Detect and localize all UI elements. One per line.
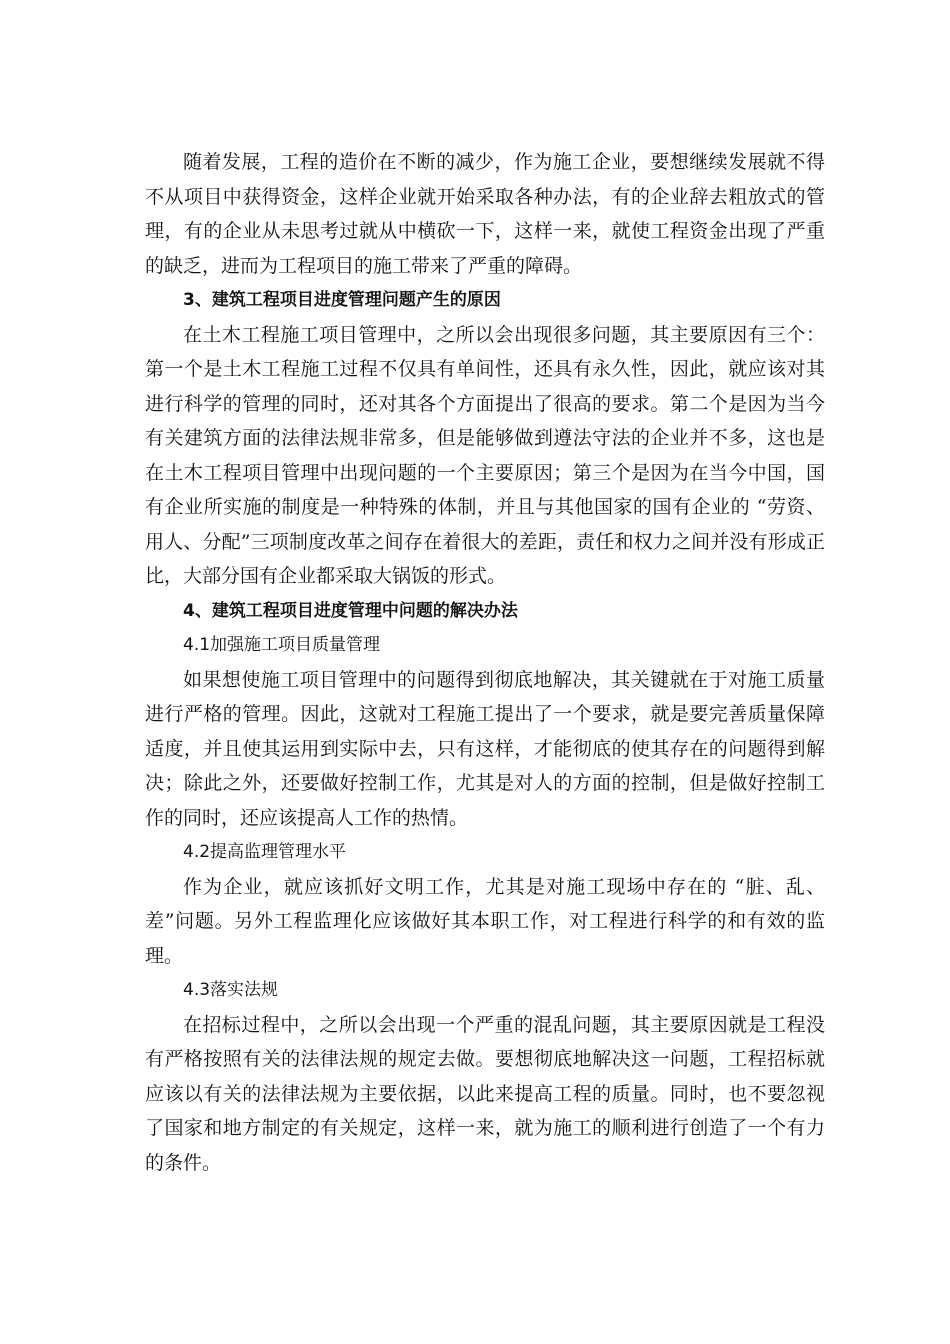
paragraph-quality-management: 如果想使施工项目管理中的问题得到彻底地解决，其关键就在于对施工质量进行严格的管理。因此，这就对工程施工提出了一个要求，就是要完善质量保障适度，并且使其运用到实际中去，只有这样，才能彻底的使其存在的问题得到解决；除此之外，还要做好控制工作，尤其是对人的方面的控制，但是做好控制工作的同时，还应该提高人工作的热情。 — [145, 668, 825, 829]
subsection-heading-4-3: 4.3落实法规 — [183, 980, 279, 1000]
section-heading-3: 3、建筑工程项目进度管理问题产生的原因 — [183, 290, 501, 310]
section-heading-4: 4、建筑工程项目进度管理中问题的解决办法 — [183, 600, 518, 621]
document-body — [145, 145, 825, 1180]
paragraph-regulations: 在招标过程中，之所以会出现一个严重的混乱问题，其主要原因就是工程没有严格按照有关的法律法规的规定去做。要想彻底地解决这一问题，工程招标就应该以有关的法律法规为主要依据，以此来提高工程的质量。同时，也不要忽视了国家和地方制定的有关规定，这样一来，就为施工的顺利进行创造了一个有力的条件。 — [145, 1013, 825, 1174]
paragraph-causes: 在土木工程施工项目管理中，之所以会出现很多问题，其主要原因有三个：第一个是土木工程施工过程不仅具有单间性，还具有永久性，因此，就应该对其进行科学的管理的同时，还对其各个方面提出了很高的要求。第二个是因为当今有关建筑方面的法律法规非常多，但是能够做到遵法守法的企业并不多，这也是在土木工程项目管理中出现问题的一个主要原因；第三个是因为在当今中国，国有企业所实施的制度是一种特殊的体制，并且与其他国家的国有企业的 “劳资、用人、分配”三项制度改革之间存在着很大的差距，责任和权力之间并没有形成正比，大部分国有企业都采取大锅饭的形式。 — [145, 323, 825, 587]
subsection-heading-4-1: 4.1加强施工项目质量管理 — [183, 635, 381, 655]
subsection-heading-4-2: 4.2提高监理管理水平 — [183, 842, 347, 862]
paragraph-supervision: 作为企业，就应该抓好文明工作，尤其是对施工现场中存在的 “脏、乱、差”问题。另外工程监理化应该做好其本职工作，对工程进行科学的和有效的监理。 — [145, 875, 825, 967]
paragraph-funding: 随着发展，工程的造价在不断的减少，作为施工企业，要想继续发展就不得不从项目中获得资金，这样企业就开始采取各种办法，有的企业辞去粗放式的管理，有的企业从未思考过就从中横砍一下，这样一来，就使工程资金出现了严重的缺乏，进而为工程项目的施工带来了严重的障碍。 — [145, 151, 825, 277]
